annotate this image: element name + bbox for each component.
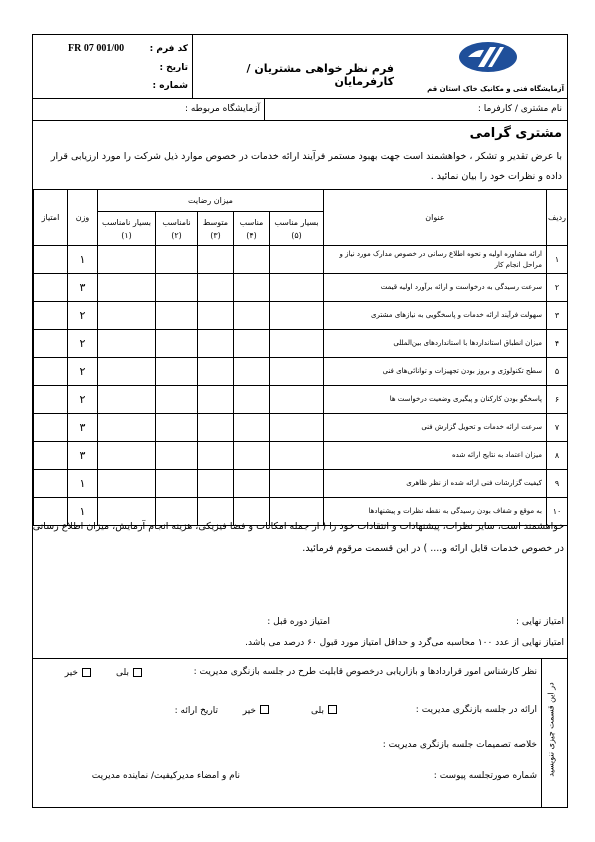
header-col-divider	[192, 34, 193, 98]
header-divider	[32, 98, 568, 99]
row-number: ۵	[547, 358, 568, 386]
q2-yes-label: بلی	[311, 706, 324, 716]
row-number: ۴	[547, 330, 568, 358]
number-label: شماره :	[152, 81, 188, 91]
rating-cell[interactable]	[270, 246, 324, 274]
rating-cell[interactable]	[98, 274, 156, 302]
q1-yes-label: بلی	[116, 668, 129, 678]
satisfaction-table	[33, 189, 568, 526]
weight-cell: ۲	[68, 358, 98, 386]
final-score-note: امتیاز نهایی از عدد ۱۰۰ محاسبه می‌گرد و حداقل امتیاز مورد قبول ۶۰ درصد می باشد.	[245, 638, 564, 648]
rating-cell[interactable]	[156, 302, 198, 330]
comments-prompt-line-1: خواهشمند است، سایر نظرات، پیشنهادات و انتقادات خود را ( از جمله امکانات و فضا فیزیکی، هزینه انجام آزمایش، میزان اطلاع رسانی	[32, 521, 564, 532]
rating-cell[interactable]	[98, 302, 156, 330]
rating-cell[interactable]	[198, 246, 234, 274]
weight-cell: ۲	[68, 330, 98, 358]
level-header	[234, 212, 270, 246]
question-text: پاسخگو بودن کارکنان و پیگیری وضعیت درخواست ها	[324, 386, 547, 414]
level-label: نامناسب	[162, 217, 191, 227]
presentation-date-label: تاریخ ارائه :	[174, 706, 218, 716]
q2-yes-checkbox[interactable]	[328, 705, 337, 714]
comments-area[interactable]	[36, 560, 562, 612]
rating-cell[interactable]	[156, 358, 198, 386]
previous-score-label: امتیاز دوره قبل :	[267, 617, 330, 627]
score-cell[interactable]	[34, 470, 68, 498]
greeting: مشتری گرامی	[469, 126, 562, 141]
q1-no-checkbox[interactable]	[82, 668, 91, 677]
rating-cell[interactable]	[156, 414, 198, 442]
table-row	[34, 358, 568, 386]
level-number: (۱)	[121, 230, 132, 240]
rating-cell[interactable]	[98, 442, 156, 470]
table-row	[34, 330, 568, 358]
weight-cell: ۲	[68, 302, 98, 330]
weight-cell: ۳	[68, 414, 98, 442]
level-header	[156, 212, 198, 246]
rating-cell[interactable]	[270, 470, 324, 498]
signature-label: نام و امضاء مدیرکیفیت/ نماینده مدیریت	[91, 771, 240, 781]
question-text: ارائه مشاوره اولیه و نحوه اطلاع رسانی در خصوص مدارک مورد نیاز و مراحل انجام کار	[324, 246, 547, 274]
form-code-value: FR 07 001/00	[68, 43, 125, 54]
rating-cell[interactable]	[198, 386, 234, 414]
weight-cell: ۱	[68, 246, 98, 274]
score-cell[interactable]	[34, 442, 68, 470]
col-row-header: ردیف	[547, 190, 568, 246]
rating-cell[interactable]	[270, 302, 324, 330]
col-weight-header: وزن	[68, 190, 98, 246]
score-cell[interactable]	[34, 330, 68, 358]
office-only-label: در این قسمت چیزی ننویسید	[546, 682, 556, 777]
row-number: ۳	[547, 302, 568, 330]
col-satisfaction-header: میزان رضایت	[98, 190, 324, 212]
col-score-header: امتیاز	[34, 190, 68, 246]
form-title: فرم نظر خواهی مشتریان / کارفرمایان	[246, 62, 394, 88]
rating-cell[interactable]	[270, 358, 324, 386]
office-q4: شماره صورتجلسه پیوست :	[433, 771, 537, 781]
level-number: (۴)	[246, 230, 257, 240]
rating-cell[interactable]	[234, 414, 270, 442]
level-label: مناسب	[239, 217, 264, 227]
score-cell[interactable]	[34, 302, 68, 330]
level-header	[98, 212, 156, 246]
rating-cell[interactable]	[198, 442, 234, 470]
score-cell[interactable]	[34, 246, 68, 274]
level-number: (۳)	[210, 230, 221, 240]
rating-cell[interactable]	[234, 274, 270, 302]
organization-name: آزمایشگاه فنی و مکانیک خاک استان قم	[427, 85, 564, 93]
level-header	[198, 212, 234, 246]
question-text: سطح تکنولوژی و بروز بودن تجهیزات و توانائی‌های فنی	[324, 358, 547, 386]
score-cell[interactable]	[34, 414, 68, 442]
score-cell[interactable]	[34, 358, 68, 386]
intro-line-1: با عرض تقدیر و تشکر ، خواهشمند است جهت بهبود مستمر فرآیند ارائه خدمات در خصوص موارد ذیل شرکت را مورد ارزیابی قرار	[50, 151, 562, 162]
rating-cell[interactable]	[156, 330, 198, 358]
table-row	[34, 386, 568, 414]
level-header	[270, 212, 324, 246]
weight-cell: ۱	[68, 498, 98, 526]
row-number: ۷	[547, 414, 568, 442]
weight-cell: ۳	[68, 274, 98, 302]
rating-cell[interactable]	[234, 358, 270, 386]
rating-cell[interactable]	[234, 330, 270, 358]
office-divider	[32, 658, 568, 659]
rating-cell[interactable]	[234, 246, 270, 274]
question-text: سرعت رسیدگی به درخواست و ارائه برآورد اولیه قیمت	[324, 274, 547, 302]
row-number: ۹	[547, 470, 568, 498]
customer-name-field[interactable]: نام مشتری / کارفرما :	[477, 104, 562, 114]
col-title-header: عنوان	[324, 190, 547, 246]
table-row	[34, 442, 568, 470]
rating-cell[interactable]	[98, 414, 156, 442]
rating-cell[interactable]	[270, 274, 324, 302]
rating-cell[interactable]	[156, 274, 198, 302]
q1-no-label: خیر	[64, 668, 78, 678]
question-text: سهولت فرآیند ارائه خدمات و پاسخگویی به نیازهای مشتری	[324, 302, 547, 330]
table-row	[34, 414, 568, 442]
rating-cell[interactable]	[156, 386, 198, 414]
question-text: سرعت ارائه خدمات و تحویل گزارش فنی	[324, 414, 547, 442]
rating-cell[interactable]	[98, 358, 156, 386]
table-row	[34, 274, 568, 302]
rating-cell[interactable]	[98, 330, 156, 358]
rating-cell[interactable]	[270, 414, 324, 442]
rating-cell[interactable]	[156, 442, 198, 470]
rating-cell[interactable]	[234, 302, 270, 330]
table-row	[34, 470, 568, 498]
q1-yes-checkbox[interactable]	[133, 668, 142, 677]
organization-logo	[456, 40, 520, 74]
info-col-divider	[264, 98, 265, 120]
rating-cell[interactable]	[234, 442, 270, 470]
question-text: به موقع و شفاف بودن رسیدگی به نقطه نظرات و پیشنهادها	[324, 498, 547, 526]
rating-cell[interactable]	[98, 246, 156, 274]
row-number: ۶	[547, 386, 568, 414]
level-label: متوسط	[202, 217, 229, 227]
rating-cell[interactable]	[156, 470, 198, 498]
rating-cell[interactable]	[198, 358, 234, 386]
date-label: تاریخ :	[159, 63, 188, 73]
score-cell[interactable]	[34, 274, 68, 302]
weight-cell: ۱	[68, 470, 98, 498]
rating-cell[interactable]	[270, 386, 324, 414]
level-label: بسیار مناسب	[274, 217, 319, 227]
office-q3: خلاصه تصمیمات جلسه بازنگری مدیریت :	[382, 740, 537, 750]
rating-cell[interactable]	[198, 274, 234, 302]
form-code-label: کد فرم :	[149, 44, 188, 54]
level-number: (۵)	[291, 230, 302, 240]
rating-cell[interactable]	[234, 470, 270, 498]
q2-no-label: خیر	[242, 706, 256, 716]
level-label: بسیار نامناسب	[102, 217, 151, 227]
related-lab-field[interactable]: آزمایشگاه مربوطه :	[184, 104, 260, 114]
office-q1: نظر کارشناس امور قراردادها و بازاریابی درخصوص قابلیت طرح در جلسه بازنگری مدیریت :	[193, 667, 537, 677]
level-number: (۲)	[171, 230, 182, 240]
rating-cell[interactable]	[98, 470, 156, 498]
rating-cell[interactable]	[198, 330, 234, 358]
rating-cell[interactable]	[270, 330, 324, 358]
q2-no-checkbox[interactable]	[260, 705, 269, 714]
intro-line-2: داده و نظرات خود را بیان نمائید .	[430, 171, 562, 182]
weight-cell: ۲	[68, 386, 98, 414]
rating-cell[interactable]	[156, 246, 198, 274]
office-side-divider	[541, 658, 542, 808]
info-divider	[32, 120, 568, 121]
row-number: ۸	[547, 442, 568, 470]
rating-cell[interactable]	[270, 442, 324, 470]
weight-cell: ۳	[68, 442, 98, 470]
comments-prompt-line-2: در خصوص خدمات قابل ارائه و.... ) در این قسمت مرقوم فرمائید.	[302, 543, 564, 554]
final-score-label: امتیاز نهایی :	[516, 617, 564, 627]
rating-cell[interactable]	[98, 386, 156, 414]
table-row	[34, 246, 568, 274]
office-q2: ارائه در جلسه بازنگری مدیریت :	[415, 705, 537, 715]
question-text: میزان انطباق استانداردها با استانداردهای بین‌المللی	[324, 330, 547, 358]
row-number: ۱	[547, 246, 568, 274]
rating-cell[interactable]	[198, 302, 234, 330]
row-number: ۲	[547, 274, 568, 302]
question-text: کیفیت گزارشات فنی ارائه شده از نظر ظاهری	[324, 470, 547, 498]
row-number: ۱۰	[547, 498, 568, 526]
score-cell[interactable]	[34, 386, 68, 414]
rating-cell[interactable]	[198, 470, 234, 498]
question-text: میزان اعتماد به نتایج ارائه شده	[324, 442, 547, 470]
rating-cell[interactable]	[198, 414, 234, 442]
rating-cell[interactable]	[234, 386, 270, 414]
table-row	[34, 302, 568, 330]
